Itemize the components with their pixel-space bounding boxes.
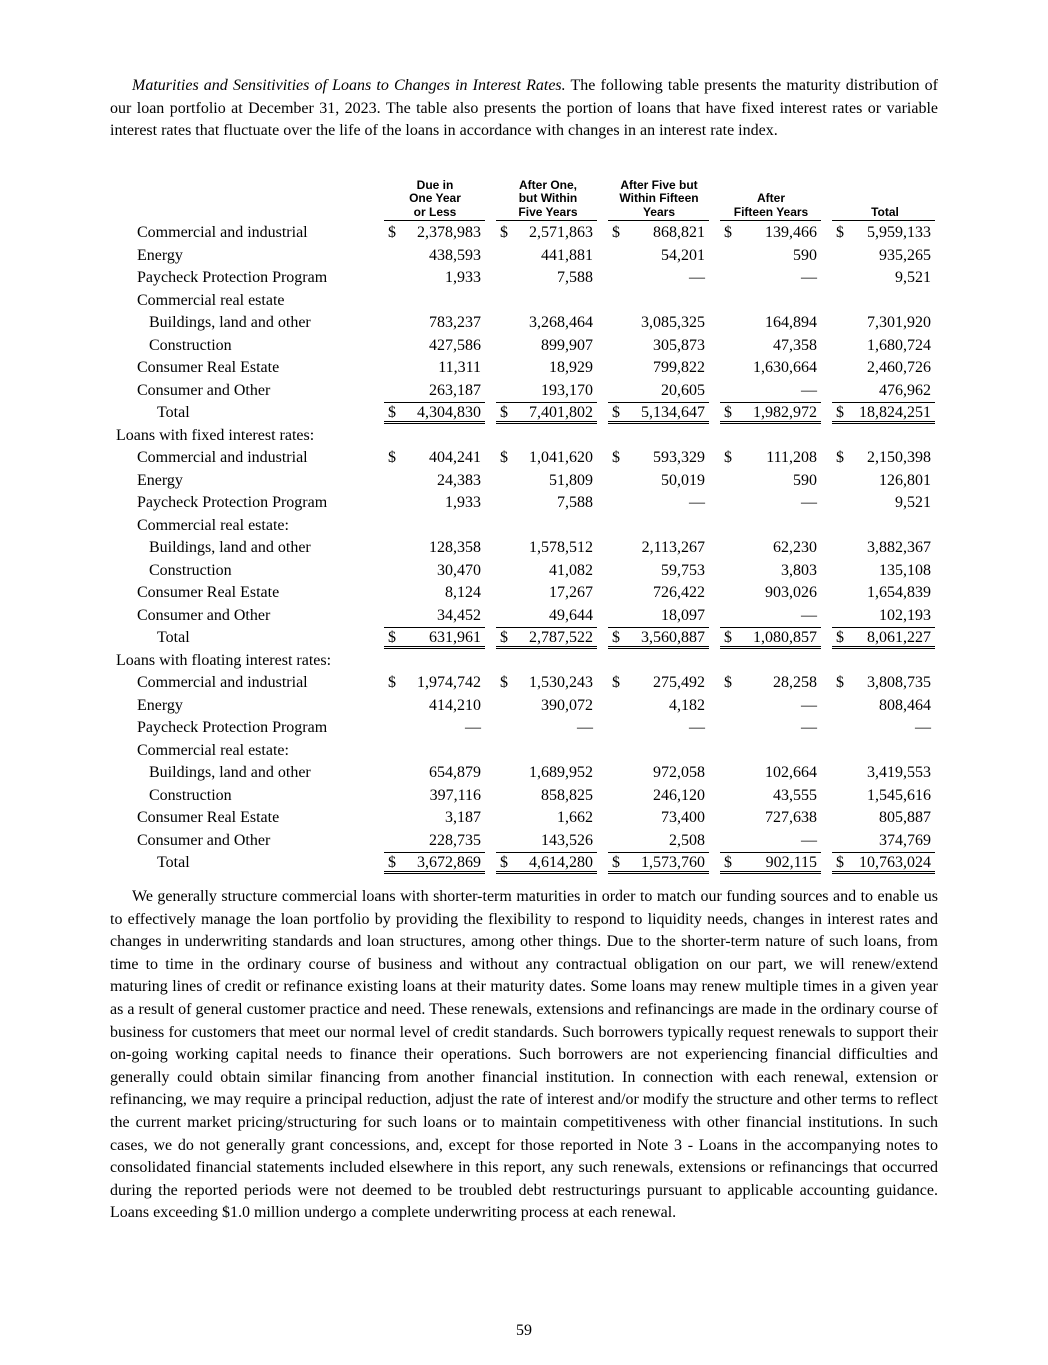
table-row [0, 785, 1048, 808]
dollar-sign: $ [388, 854, 396, 871]
table-row [0, 717, 1048, 740]
cell-value: 54,201 [661, 246, 705, 264]
row-label: Commercial real estate: [137, 516, 289, 534]
total-double-rule [720, 871, 821, 874]
total-double-rule [496, 871, 597, 874]
cell-value: 143,526 [541, 831, 593, 849]
dollar-sign: $ [836, 674, 844, 691]
intro-paragraph [110, 75, 938, 143]
cell-value: 102,664 [765, 764, 817, 781]
cell-value: 49,644 [549, 606, 593, 624]
cell-value: 17,267 [549, 584, 593, 601]
dollar-sign: $ [612, 224, 620, 241]
cell-value: — [689, 269, 705, 286]
cell-value: 4,182 [669, 696, 705, 714]
cell-value: — [801, 696, 817, 714]
table-row [0, 335, 1048, 358]
total-double-rule [608, 871, 709, 874]
table-row [0, 312, 1048, 335]
cell-value: 50,019 [661, 471, 705, 489]
table-row [0, 627, 1048, 650]
cell-value: 1,680,724 [867, 336, 931, 354]
table-row [0, 245, 1048, 268]
cell-value: 404,241 [429, 449, 481, 466]
table-row [0, 447, 1048, 470]
cell-value: 4,614,280 [529, 854, 593, 871]
cell-value: 128,358 [429, 539, 481, 556]
cell-value: 1,662 [557, 809, 593, 826]
cell-value: 5,134,647 [641, 404, 705, 421]
cell-value: 111,208 [766, 449, 817, 466]
row-label: Buildings, land and other [149, 539, 311, 556]
cell-value: 3,803 [781, 561, 817, 579]
dollar-sign: $ [724, 449, 732, 466]
cell-value: 193,170 [541, 381, 593, 399]
cell-value: 2,150,398 [867, 449, 931, 466]
cell-value: 903,026 [765, 584, 817, 601]
cell-value: 7,301,920 [867, 314, 931, 331]
cell-value: 1,573,760 [641, 854, 705, 871]
total-top-rule [384, 402, 485, 403]
column-header-5: Total [871, 204, 899, 219]
table-row [0, 740, 1048, 763]
cell-value: 3,560,887 [641, 629, 705, 646]
row-label: Buildings, land and other [149, 314, 311, 331]
cell-value: 62,230 [773, 539, 817, 556]
cell-value: 1,689,952 [529, 764, 593, 781]
cell-value: 1,933 [445, 269, 481, 286]
cell-value: 8,061,227 [867, 629, 931, 646]
dollar-sign: $ [724, 224, 732, 241]
cell-value: 1,654,839 [867, 584, 931, 601]
page-number: 59 [516, 1322, 532, 1339]
cell-value: 858,825 [541, 786, 593, 804]
total-double-rule [384, 871, 485, 874]
body-paragraph: We generally structure commercial loans with shorter-term maturities in order to match our funding sources and to enable us to effectively manage the loan portfolio by providing the flexibility to respond to liquidity needs, changes in interest rates and changes in underwriting standards and loan structures, among other things. Due to the shorter-term nature of such loans, from time to time in the ordinary course of business and without any contractual obligation on our part, we will renew/extend maturing lines of credit or refinance existing loans at their maturity dates. Some loans may renew multiple times in a given year as a result of general customer practice and need. These renewals, extensions and refinancings are made in the ordinary course of business for customers that meet our normal level of credit standards. Such borrowers typically request renewals to support their on-going working capital needs to finance their operations. Such borrowers are not experiencing financial difficulties and generally could obtain similar financing from another financial institution. In connection with each renewal, extension or refinancing, we may require a principal reduction, adjust the rate of interest and/or modify the structure and other terms to reflect the current market pricing/structuring for such loans or to maintain competitiveness with other financial institutions. In such cases, we do not generally grant concessions, and, except for those reported in Note 3 - Loans in the accompanying notes to consolidated financial statements included elsewhere in this report, any such renewals, extensions or refinancings that occurred during the reported periods were not deemed to be troubled debt restructurings pursuant to applicable accounting guidance. Loans exceeding $1.0 million undergo a complete underwriting process at each renewal. [110, 888, 938, 1222]
dollar-sign: $ [612, 674, 620, 691]
header-underline [720, 220, 821, 221]
dollar-sign: $ [612, 404, 620, 421]
dollar-sign: $ [836, 629, 844, 646]
cell-value: 34,452 [437, 606, 481, 624]
cell-value: — [801, 381, 817, 399]
row-label: Construction [149, 336, 232, 354]
total-top-rule [384, 627, 485, 628]
table-row [0, 762, 1048, 785]
cell-value: 590 [793, 471, 817, 489]
row-label: Total [157, 404, 190, 421]
cell-value: 275,492 [653, 674, 705, 691]
table-row [0, 852, 1048, 875]
row-label: Consumer and Other [137, 381, 271, 399]
dollar-sign: $ [388, 224, 396, 241]
table-header [0, 177, 1048, 221]
row-label: Energy [137, 696, 183, 714]
row-label: Commercial real estate: [137, 741, 289, 759]
total-top-rule [832, 402, 935, 403]
total-top-rule [720, 627, 821, 628]
cell-value: — [801, 606, 817, 624]
cell-value: 590 [793, 246, 817, 264]
column-header-2: After One, but Within Five Years [518, 177, 578, 219]
cell-value: 28,258 [773, 674, 817, 691]
cell-value: 654,879 [429, 764, 481, 781]
intro-title: Maturities and Sensitivities of Loans to Changes in Interest Rates. [132, 77, 566, 94]
cell-value: 2,508 [669, 831, 705, 849]
dollar-sign: $ [388, 404, 396, 421]
cell-value: 5,959,133 [867, 224, 931, 241]
cell-value: 805,887 [879, 809, 931, 826]
cell-value: 2,460,726 [867, 359, 931, 376]
row-label: Total [157, 854, 190, 871]
cell-value: 438,593 [429, 246, 481, 264]
cell-value: 2,113,267 [641, 539, 705, 556]
cell-value: 1,630,664 [753, 359, 817, 376]
total-top-rule [384, 852, 485, 853]
dollar-sign: $ [500, 629, 508, 646]
column-header-3: After Five but Within Fifteen Years [619, 177, 699, 219]
row-label: Paycheck Protection Program [137, 494, 328, 511]
row-label: Energy [137, 246, 183, 264]
row-label: Buildings, land and other [149, 764, 311, 781]
row-label: Loans with floating interest rates: [116, 651, 332, 669]
cell-value: 1,530,243 [529, 674, 593, 691]
dollar-sign: $ [612, 629, 620, 646]
table-row [0, 222, 1048, 245]
total-top-rule [832, 852, 935, 853]
row-label: Construction [149, 561, 232, 579]
cell-value: 3,672,869 [417, 854, 481, 871]
total-double-rule [832, 871, 935, 874]
cell-value: 139,466 [765, 224, 817, 241]
table-row [0, 830, 1048, 853]
cell-value: 7,588 [557, 269, 593, 286]
cell-value: 593,329 [653, 449, 705, 466]
dollar-sign: $ [836, 224, 844, 241]
cell-value: 102,193 [879, 606, 931, 624]
table-row [0, 267, 1048, 290]
row-label: Consumer and Other [137, 831, 271, 849]
total-top-rule [608, 402, 709, 403]
total-top-rule [496, 627, 597, 628]
cell-value: 11,311 [438, 359, 481, 376]
cell-value: 397,116 [429, 786, 481, 804]
cell-value: 414,210 [429, 696, 481, 714]
total-top-rule [720, 402, 821, 403]
table-row [0, 425, 1048, 448]
dollar-sign: $ [836, 404, 844, 421]
cell-value: 3,268,464 [529, 314, 593, 331]
dollar-sign: $ [724, 854, 732, 871]
cell-value: 1,578,512 [529, 539, 593, 556]
cell-value: 374,769 [879, 831, 931, 849]
row-label: Consumer Real Estate [137, 359, 280, 376]
dollar-sign: $ [500, 404, 508, 421]
cell-value: 3,808,735 [867, 674, 931, 691]
header-underline [496, 220, 597, 221]
dollar-sign: $ [500, 674, 508, 691]
cell-value: — [465, 719, 481, 736]
row-label: Commercial real estate [137, 291, 285, 309]
cell-value: 9,521 [895, 494, 931, 511]
cell-value: 3,419,553 [867, 764, 931, 781]
cell-value: 18,929 [549, 359, 593, 376]
column-header-4: After Fifteen Years [733, 191, 809, 219]
cell-value: 1,974,742 [417, 674, 481, 691]
cell-value: 246,120 [653, 786, 705, 804]
dollar-sign: $ [388, 674, 396, 691]
dollar-sign: $ [724, 629, 732, 646]
table-row [0, 807, 1048, 830]
table-row [0, 582, 1048, 605]
table-row [0, 672, 1048, 695]
table-row [0, 357, 1048, 380]
cell-value: — [801, 269, 817, 286]
dollar-sign: $ [500, 854, 508, 871]
table-row [0, 470, 1048, 493]
table-row [0, 695, 1048, 718]
cell-value: 631,961 [429, 629, 481, 646]
cell-value: 808,464 [879, 696, 931, 714]
cell-value: 972,058 [653, 764, 705, 781]
cell-value: 228,735 [429, 831, 481, 849]
cell-value: — [801, 494, 817, 511]
cell-value: 902,115 [765, 854, 817, 871]
cell-value: 51,809 [549, 471, 593, 489]
cell-value: — [801, 831, 817, 849]
dollar-sign: $ [388, 449, 396, 466]
total-top-rule [496, 402, 597, 403]
cell-value: 73,400 [661, 809, 705, 826]
total-top-rule [608, 627, 709, 628]
row-label: Commercial and industrial [137, 224, 308, 241]
cell-value: 727,638 [765, 809, 817, 826]
cell-value: 476,962 [879, 381, 931, 399]
cell-value: 263,187 [429, 381, 481, 399]
cell-value: 899,907 [541, 336, 593, 354]
cell-value: — [801, 719, 817, 736]
table-row [0, 492, 1048, 515]
header-underline [832, 220, 935, 221]
row-label: Energy [137, 471, 183, 489]
cell-value: 3,882,367 [867, 539, 931, 556]
dollar-sign: $ [612, 449, 620, 466]
cell-value: 4,304,830 [417, 404, 481, 421]
row-label: Commercial and industrial [137, 674, 308, 691]
cell-value: 18,824,251 [859, 404, 931, 421]
cell-value: 868,821 [653, 224, 705, 241]
cell-value: 390,072 [541, 696, 593, 714]
row-label: Loans with fixed interest rates: [116, 426, 315, 444]
cell-value: 59,753 [661, 561, 705, 579]
total-top-rule [496, 852, 597, 853]
row-label: Commercial and industrial [137, 449, 308, 466]
cell-value: 41,082 [549, 561, 593, 579]
cell-value: — [577, 719, 593, 736]
table-row [0, 537, 1048, 560]
column-header-1: Due in One Year or Less [409, 177, 461, 219]
table-row [0, 605, 1048, 628]
table-row [0, 515, 1048, 538]
dollar-sign: $ [612, 854, 620, 871]
table-row [0, 402, 1048, 425]
cell-value: 43,555 [773, 786, 817, 804]
cell-value: — [689, 494, 705, 511]
cell-value: — [689, 719, 705, 736]
cell-value: 2,787,522 [529, 629, 593, 646]
row-label: Consumer Real Estate [137, 584, 280, 601]
cell-value: 305,873 [653, 336, 705, 354]
cell-value: 164,894 [765, 314, 817, 331]
table-row [0, 290, 1048, 313]
cell-value: 726,422 [653, 584, 705, 601]
dollar-sign: $ [500, 224, 508, 241]
cell-value: 2,378,983 [417, 224, 481, 241]
cell-value: 126,801 [879, 471, 931, 489]
cell-value: 7,401,802 [529, 404, 593, 421]
cell-value: 441,881 [541, 246, 593, 264]
dollar-sign: $ [500, 449, 508, 466]
row-label: Consumer and Other [137, 606, 271, 624]
cell-value: 18,097 [661, 606, 705, 624]
cell-value: 935,265 [879, 246, 931, 264]
cell-value: 3,085,325 [641, 314, 705, 331]
cell-value: 783,237 [429, 314, 481, 331]
cell-value: 8,124 [445, 584, 481, 601]
cell-value: 47,358 [773, 336, 817, 354]
header-underline [384, 220, 485, 221]
cell-value: 799,822 [653, 359, 705, 376]
total-top-rule [720, 852, 821, 853]
cell-value: 1,041,620 [529, 449, 593, 466]
cell-value: 1,545,616 [867, 786, 931, 804]
cell-value: 2,571,863 [529, 224, 593, 241]
dollar-sign: $ [724, 674, 732, 691]
row-label: Construction [149, 786, 232, 804]
row-label: Paycheck Protection Program [137, 719, 328, 736]
total-top-rule [832, 627, 935, 628]
cell-value: 10,763,024 [859, 854, 931, 871]
cell-value: 30,470 [437, 561, 481, 579]
cell-value: 7,588 [557, 494, 593, 511]
cell-value: — [915, 719, 931, 736]
cell-value: 20,605 [661, 381, 705, 399]
dollar-sign: $ [836, 449, 844, 466]
table-row [0, 560, 1048, 583]
header-underline [608, 220, 709, 221]
cell-value: 9,521 [895, 269, 931, 286]
cell-value: 427,586 [429, 336, 481, 354]
dollar-sign: $ [388, 629, 396, 646]
cell-value: 1,982,972 [753, 404, 817, 421]
cell-value: 135,108 [879, 561, 931, 579]
cell-value: 24,383 [437, 471, 481, 489]
total-top-rule [608, 852, 709, 853]
intro-text: The following table presents the maturity distribution of our loan portfolio at December 31, 2023. The table also presents the portion of loans that have fixed interest rates or variable interest rates that fluctuate over the life of the loans in accordance with changes in an interest rate index. [110, 77, 938, 140]
dollar-sign: $ [724, 404, 732, 421]
cell-value: 3,187 [445, 809, 481, 826]
row-label: Total [157, 629, 190, 646]
table-row [0, 650, 1048, 673]
dollar-sign: $ [836, 854, 844, 871]
row-label: Consumer Real Estate [137, 809, 280, 826]
table-row [0, 380, 1048, 403]
cell-value: 1,933 [445, 494, 481, 511]
row-label: Paycheck Protection Program [137, 269, 328, 286]
cell-value: 1,080,857 [753, 629, 817, 646]
